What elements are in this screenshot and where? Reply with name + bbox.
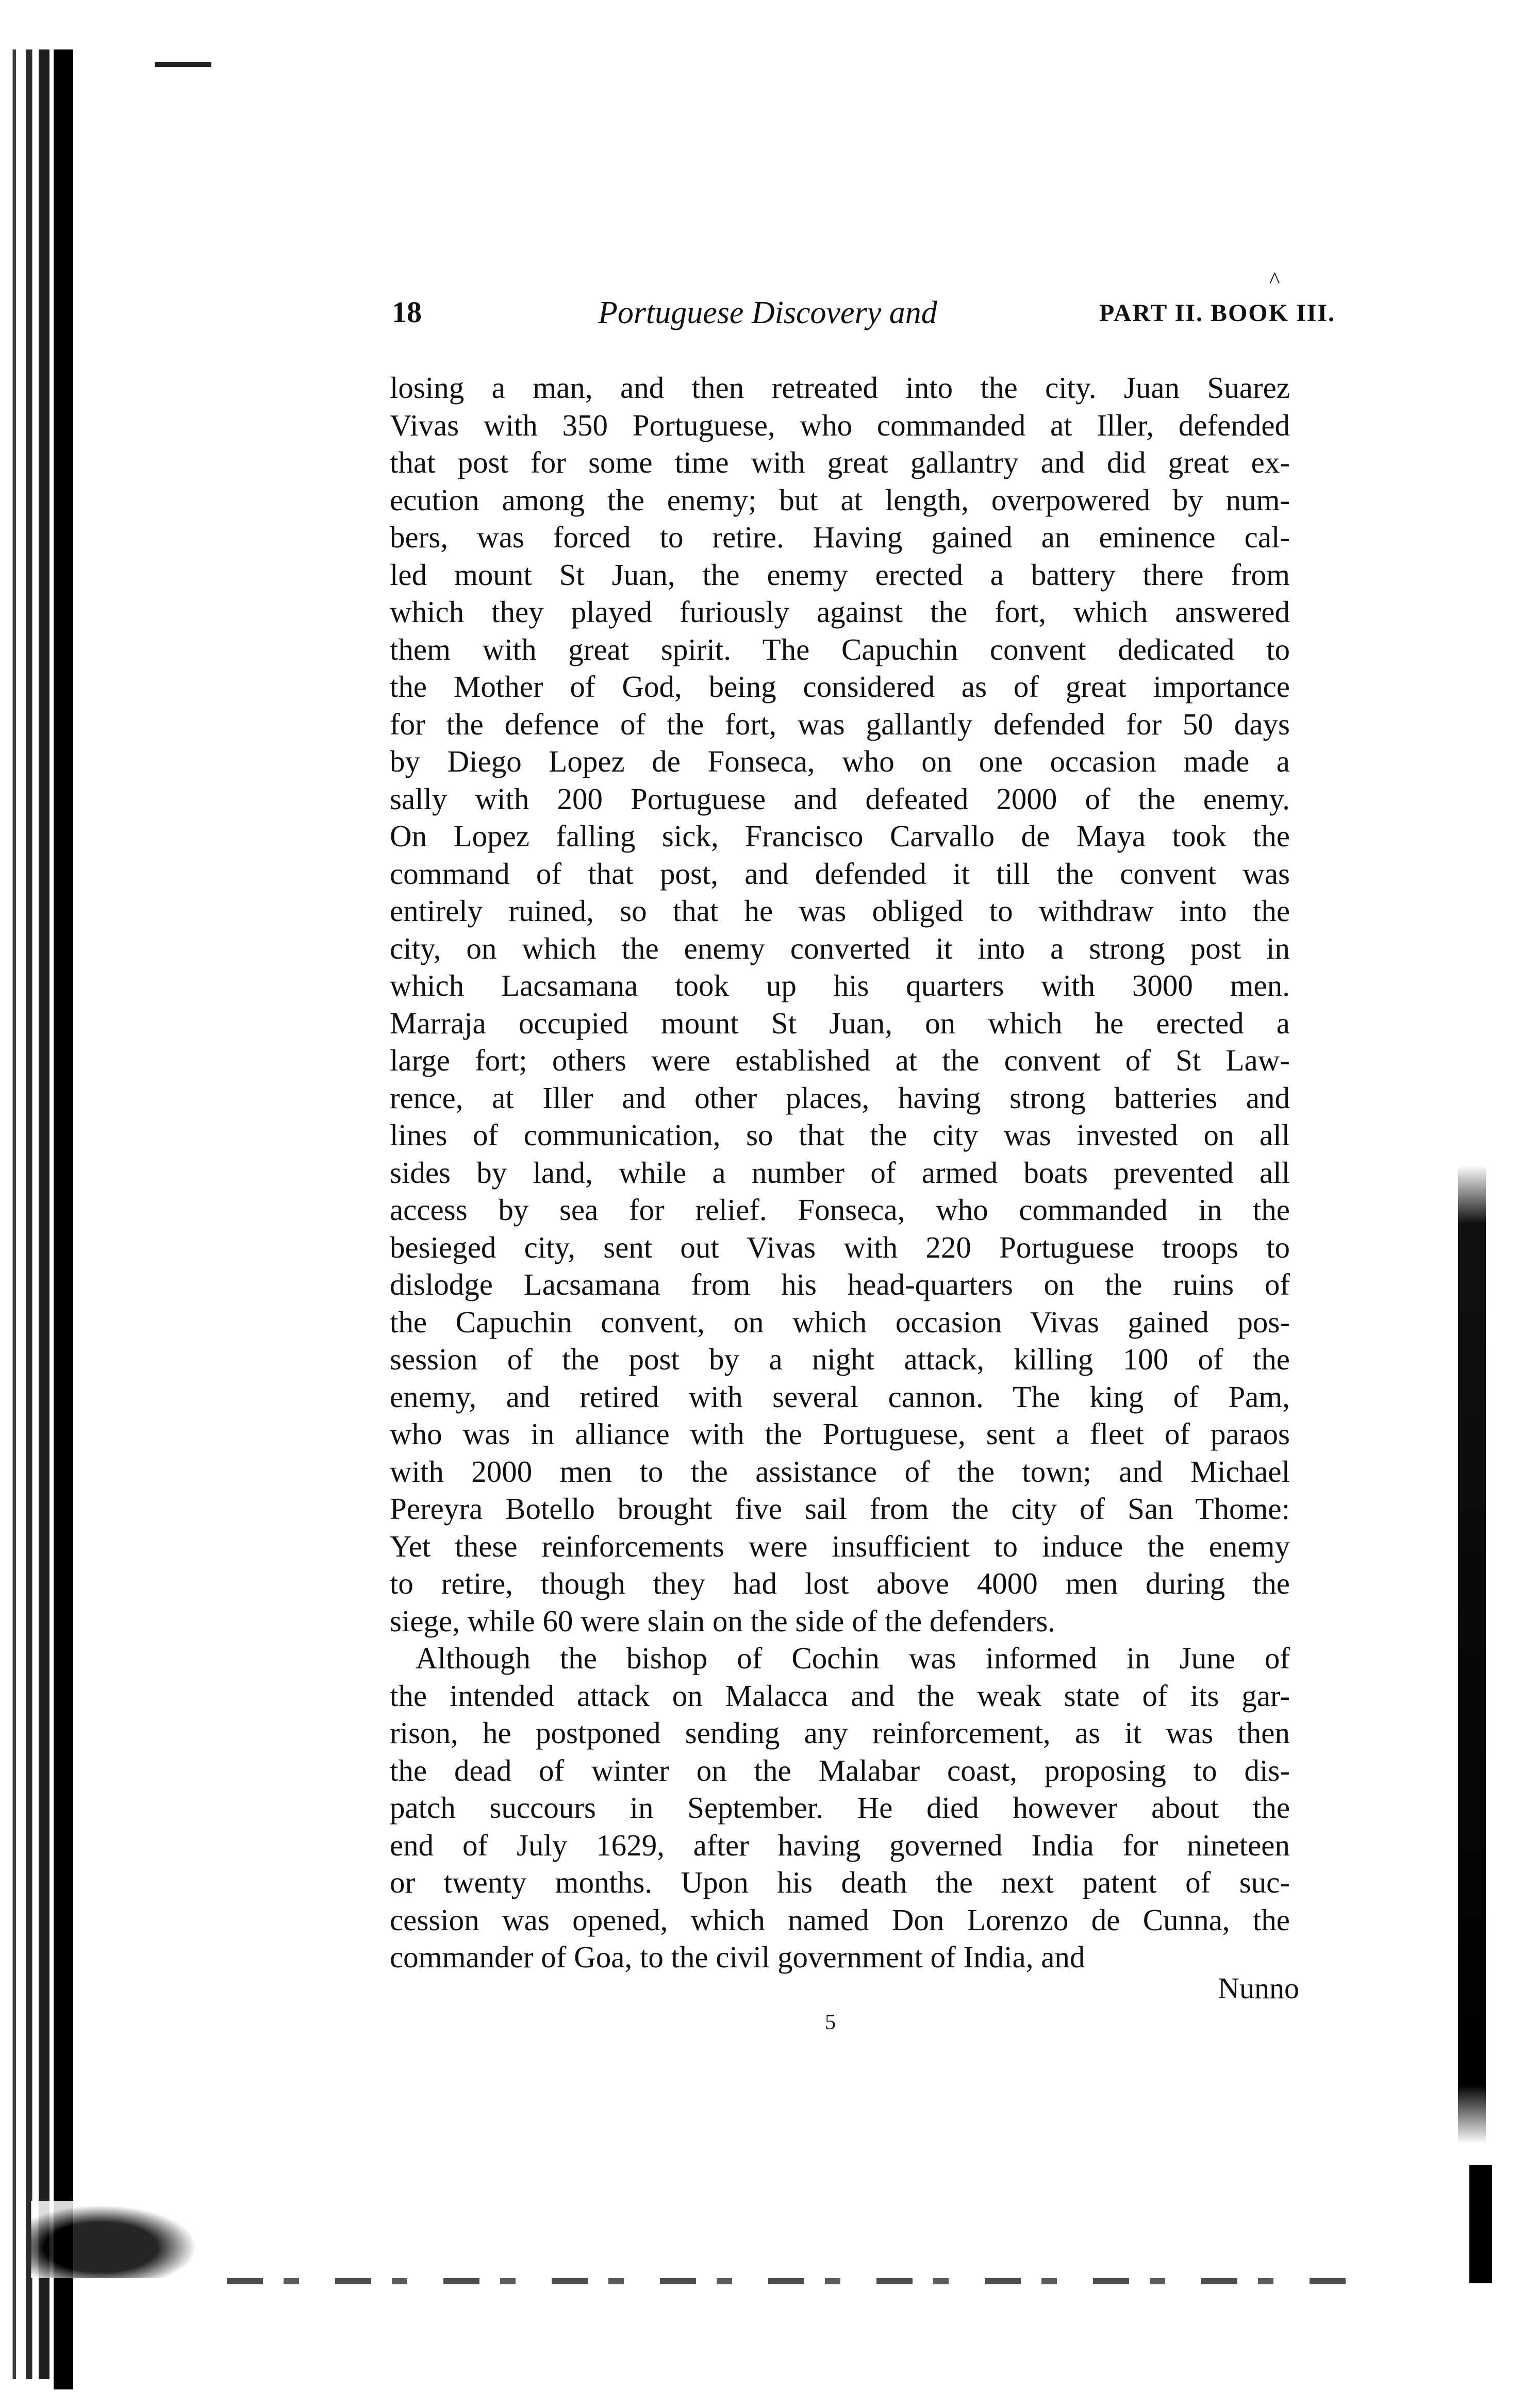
text-line: bers, was forced to retire. Having gained an eminence cal- <box>390 520 1290 554</box>
scan-smudge <box>31 2201 206 2278</box>
text-line: sally with 200 Portuguese and defeated 2000 of the enemy. <box>390 781 1290 816</box>
text-line: city, on which the enemy converted it into a strong post in <box>390 931 1290 965</box>
text-line: end of July 1629, after having governed India for nineteen <box>390 1828 1290 1862</box>
text-line: commander of Goa, to the civil government of India, and <box>390 1940 1085 1974</box>
text-line: cession was opened, which named Don Lorenzo de Cunna, the <box>390 1902 1290 1937</box>
scan-right-edge-lower <box>1469 2165 1492 2283</box>
text-line: the intended attack on Malacca and the weak state of its gar- <box>390 1678 1290 1713</box>
text-line: lines of communication, so that the city was invested on all <box>390 1118 1290 1152</box>
text-line: Although the bishop of Cochin was informed in June of <box>416 1641 1290 1675</box>
text-line: the Capuchin convent, on which occasion Vivas gained pos- <box>390 1305 1290 1339</box>
catchword: Nunno <box>1218 1971 1299 2005</box>
text-line: entirely ruined, so that he was obliged to withdraw into the <box>390 894 1290 928</box>
text-line: led mount St Juan, the enemy erected a battery there from <box>390 557 1290 592</box>
text-line: the dead of winter on the Malabar coast, proposing to dis- <box>390 1753 1290 1787</box>
text-line: Marraja occupied mount St Juan, on which he erected a <box>390 1006 1290 1040</box>
caret-mark: ^ <box>1269 267 1280 293</box>
text-line: who was in alliance with the Portuguese, sent a fleet of paraos <box>390 1417 1290 1451</box>
text-line: to retire, though they had lost above 4000 men during the <box>390 1566 1290 1600</box>
text-line: Vivas with 350 Portuguese, who commanded at Iller, defended <box>390 408 1290 442</box>
text-line: enemy, and retired with several cannon. The king of Pam, <box>390 1379 1290 1414</box>
running-head <box>392 295 1335 336</box>
text-line: Yet these reinforcements were insufficient to induce the enemy <box>390 1529 1290 1563</box>
text-line: losing a man, and then retreated into the city. Juan Suarez <box>390 371 1290 405</box>
text-line: siege, while 60 were slain on the side of the defenders. <box>390 1603 1056 1638</box>
text-line: On Lopez falling sick, Francisco Carvallo de Maya took the <box>390 819 1290 853</box>
text-line: that post for some time with great gallantry and did great ex- <box>390 445 1290 479</box>
text-line: patch succours in September. He died however about the <box>390 1791 1290 1825</box>
text-line: sides by land, while a number of armed boats prevented all <box>390 1155 1290 1190</box>
text-line: which they played furiously against the fort, which answered <box>390 595 1290 629</box>
text-line: or twenty months. Upon his death the next patent of suc- <box>390 1865 1290 1899</box>
scan-right-edge <box>1458 1165 1486 2144</box>
part-book-label: PART II. BOOK III. <box>1099 299 1335 327</box>
text-line: with 2000 men to the assistance of the town; and Michael <box>390 1454 1290 1489</box>
text-line: rence, at Iller and other places, having strong batteries and <box>390 1080 1290 1115</box>
text-line: besieged city, sent out Vivas with 220 Portuguese troops to <box>390 1230 1290 1264</box>
text-line: large fort; others were established at the convent of St Law- <box>390 1043 1290 1077</box>
page-number: 18 <box>392 295 422 329</box>
text-line: Pereyra Botello brought five sail from the city of San Thome: <box>390 1492 1290 1526</box>
scan-binding-shadow <box>54 49 73 2389</box>
text-line: dislodge Lacsamana from his head-quarters on the ruins of <box>390 1267 1290 1301</box>
text-line: rison, he postponed sending any reinforcement, as it was then <box>390 1716 1290 1750</box>
scan-bottom-streak <box>227 2278 1361 2284</box>
text-line: by Diego Lopez de Fonseca, who on one occasion made a <box>390 744 1290 778</box>
scan-mark <box>155 62 211 67</box>
signature-mark: 5 <box>825 2011 836 2034</box>
text-line: session of the post by a night attack, killing 100 of the <box>390 1342 1290 1376</box>
text-line: for the defence of the fort, was gallantly defended for 50 days <box>390 707 1290 741</box>
text-line: command of that post, and defended it till the convent was <box>390 856 1290 891</box>
text-line: access by sea for relief. Fonseca, who commanded in the <box>390 1193 1290 1227</box>
text-line: them with great spirit. The Capuchin convent dedicated to <box>390 632 1290 666</box>
text-line: ecution among the enemy; but at length, overpowered by num- <box>390 482 1290 517</box>
page-title: Portuguese Discovery and <box>598 295 937 330</box>
body-text <box>390 369 1290 1976</box>
text-line: the Mother of God, being considered as of great importance <box>390 670 1290 704</box>
text-line: which Lacsamana took up his quarters with 3000 men. <box>390 968 1290 1002</box>
